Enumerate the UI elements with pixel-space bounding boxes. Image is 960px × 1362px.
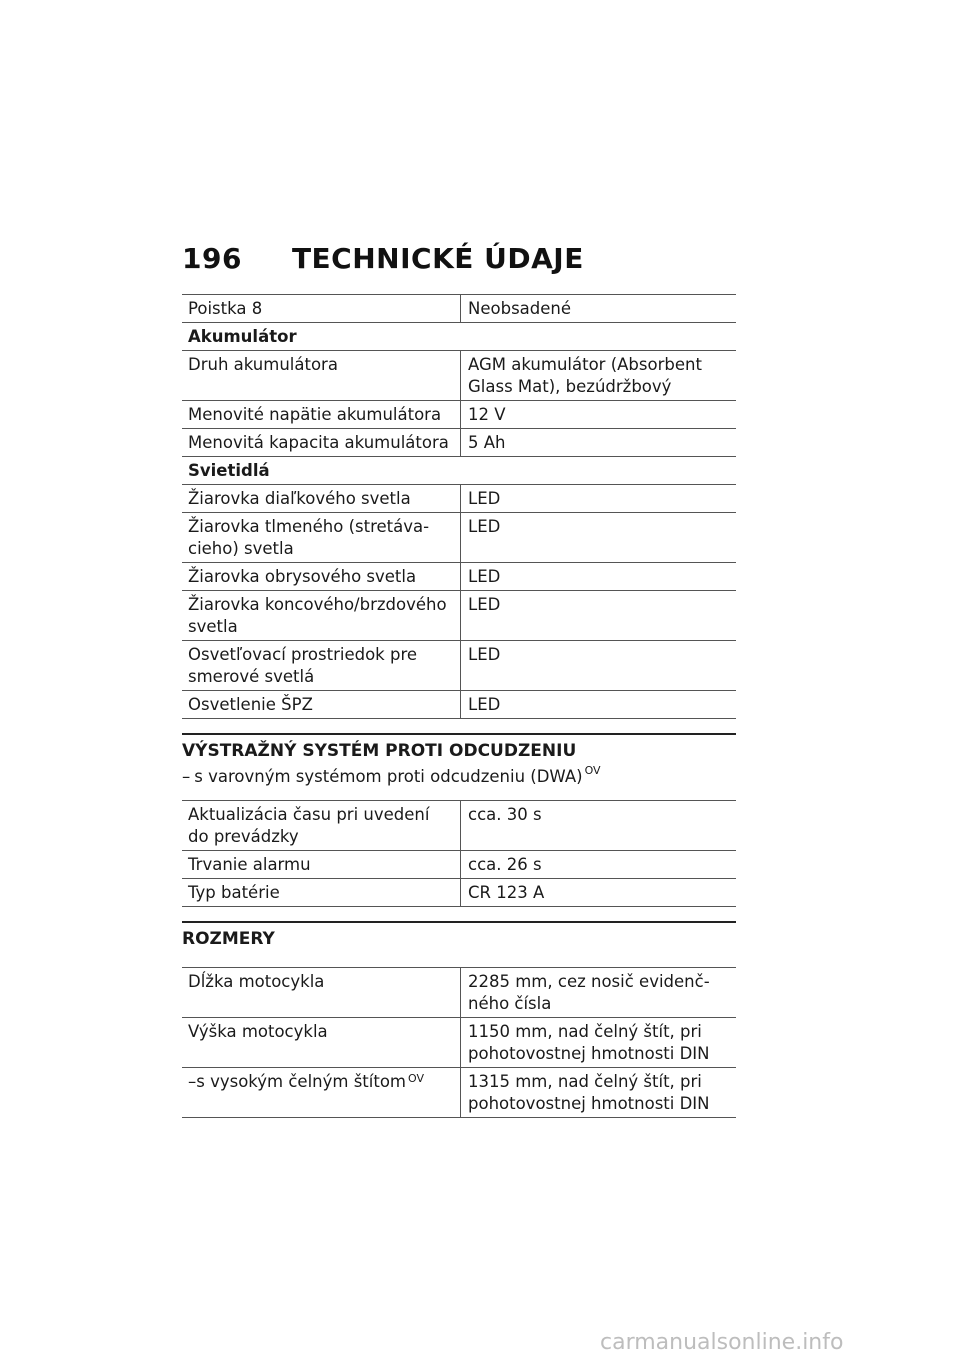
table-row <box>182 851 736 879</box>
table-row <box>182 295 736 323</box>
row-value: LED <box>461 563 737 591</box>
table-row <box>182 641 736 691</box>
row-value: LED <box>461 591 737 641</box>
section-row <box>182 457 736 485</box>
row-label: –s vysokým čelným štítom <box>188 1072 406 1091</box>
alarm-table <box>182 800 736 907</box>
section-row <box>182 323 736 351</box>
watermark: carmanualsonline.info <box>600 1330 844 1355</box>
row-value: 5 Ah <box>461 429 737 457</box>
table-row <box>182 691 736 719</box>
row-label-with-option <box>182 1068 461 1118</box>
option-superscript: OV <box>408 1072 424 1085</box>
row-value: CR 123 A <box>461 879 737 907</box>
row-value: cca. 30 s <box>461 801 737 851</box>
row-value: Neobsadené <box>461 295 737 323</box>
row-value: cca. 26 s <box>461 851 737 879</box>
table-row <box>182 401 736 429</box>
row-label: Menovitá kapacita akumulátora <box>182 429 461 457</box>
page-title: TECHNICKÉ ÚDAJE <box>291 242 584 275</box>
row-label: Poistka 8 <box>182 295 461 323</box>
row-value: 12 V <box>461 401 737 429</box>
spec-table <box>182 294 736 719</box>
table-row <box>182 879 736 907</box>
row-label: Osvetlenie ŠPZ <box>182 691 461 719</box>
section-label: Akumulátor <box>182 323 736 351</box>
alarm-subtitle <box>182 765 736 800</box>
row-value: 1150 mm, nad čelný štít, pri pohotovostnej hmotnosti DIN <box>461 1018 737 1068</box>
row-value: LED <box>461 485 737 513</box>
alarm-section-title: VÝSTRAŽNÝ SYSTÉM PROTI ODCUDZENIU <box>182 733 736 765</box>
section-label: Svietidlá <box>182 457 736 485</box>
table-row <box>182 563 736 591</box>
row-label: Trvanie alarmu <box>182 851 461 879</box>
row-label: Žiarovka koncového/brzdového svetla <box>182 591 461 641</box>
table-row <box>182 351 736 401</box>
row-label: Výška motocykla <box>182 1018 461 1068</box>
alarm-subtitle-text: s varovným systémom proti odcudzeniu (DWA) <box>194 767 583 786</box>
row-value: LED <box>461 691 737 719</box>
row-label: Dĺžka motocykla <box>182 968 461 1018</box>
row-label: Typ batérie <box>182 879 461 907</box>
table-row <box>182 513 736 563</box>
page-number: 196 <box>182 242 242 275</box>
option-superscript: OV <box>584 764 601 777</box>
row-value: 1315 mm, nad čelný štít, pri pohotovostnej hmotnosti DIN <box>461 1068 737 1118</box>
content <box>182 294 736 1118</box>
dimensions-section-title: ROZMERY <box>182 921 736 953</box>
row-label: Žiarovka tlmeného (stretáva-cieho) svetla <box>182 513 461 563</box>
row-label: Aktualizácia času pri uvedení do prevádzky <box>182 801 461 851</box>
row-label: Žiarovka diaľkového svetla <box>182 485 461 513</box>
table-row <box>182 485 736 513</box>
row-value: LED <box>461 513 737 563</box>
dash: – <box>182 767 191 786</box>
row-label: Žiarovka obrysového svetla <box>182 563 461 591</box>
row-value: 2285 mm, cez nosič evidenč-ného čísla <box>461 968 737 1018</box>
page-header <box>182 242 584 275</box>
dimensions-table <box>182 967 736 1118</box>
table-row <box>182 1068 736 1118</box>
row-value: AGM akumulátor (Absorbent Glass Mat), bezúdržbový <box>461 351 737 401</box>
table-row <box>182 1018 736 1068</box>
table-row <box>182 968 736 1018</box>
table-row <box>182 429 736 457</box>
table-row <box>182 591 736 641</box>
row-value: LED <box>461 641 737 691</box>
row-label: Druh akumulátora <box>182 351 461 401</box>
table-row <box>182 801 736 851</box>
row-label: Osvetľovací prostriedok pre smerové svetlá <box>182 641 461 691</box>
row-label: Menovité napätie akumulátora <box>182 401 461 429</box>
